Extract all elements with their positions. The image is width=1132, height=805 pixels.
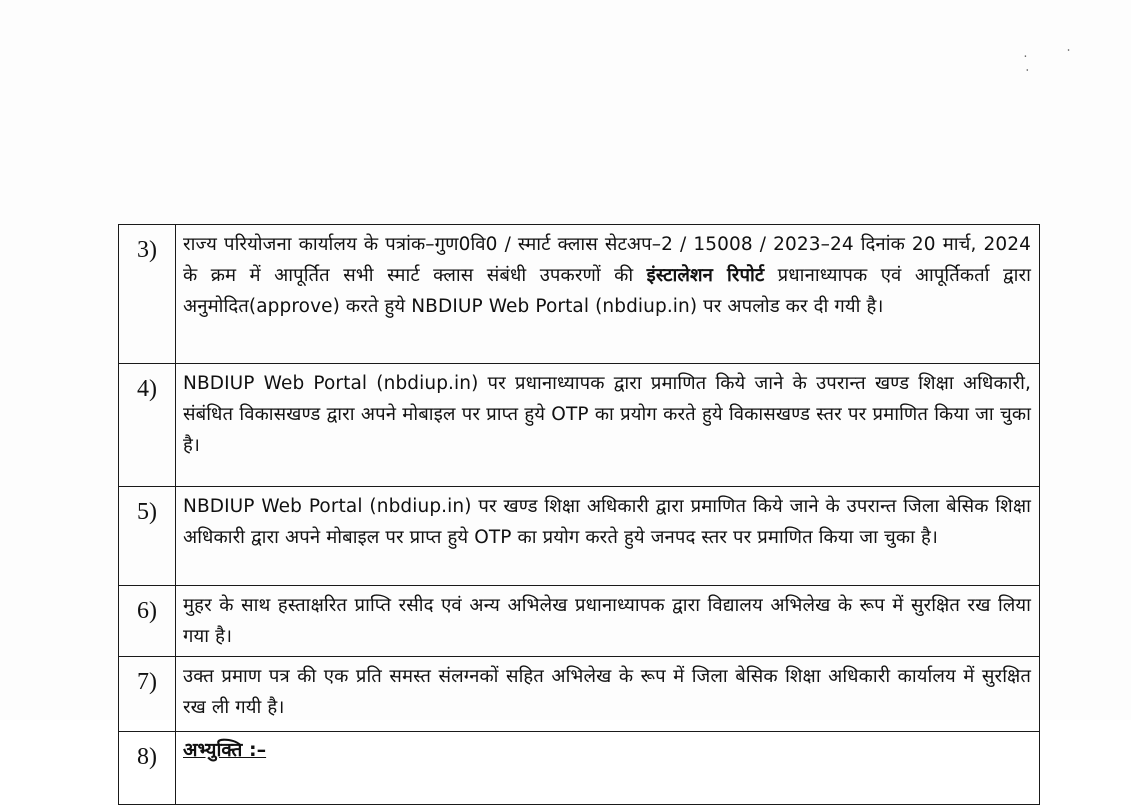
remarks-heading: अभ्युक्ति :–	[183, 739, 267, 761]
row-text-cell	[176, 732, 1040, 805]
table-row	[119, 586, 1040, 657]
row-number: 7)	[119, 657, 176, 732]
table-row	[119, 364, 1040, 487]
table-row	[119, 732, 1040, 805]
row-number: 3)	[119, 225, 176, 364]
installation-report-bold-text: इंस्टालेशन रिपोर्ट	[646, 265, 765, 286]
row-text-cell	[176, 225, 1040, 364]
row-text-cell	[176, 364, 1040, 487]
table-row	[119, 225, 1040, 364]
row-text-part: प्रधानाध्यापक एवं आपूर्तिकर्ता द्वारा अनुमोदित(approve) करते हुये NBDIUP Web Portal (nbdiup.in) पर अपलोड कर दी गयी है।	[183, 265, 1031, 317]
table-row	[119, 657, 1040, 732]
row-number: 6)	[119, 586, 176, 657]
row-text-cell	[176, 487, 1040, 586]
row-number: 8)	[119, 732, 176, 805]
row-paragraph	[183, 229, 1031, 322]
row-paragraph: NBDIUP Web Portal (nbdiup.in) पर खण्ड शिक्षा अधिकारी द्वारा प्रमाणित किये जाने के उपरान्त जिला बेसिक शिक्षा अधिकारी द्वारा अपने मोबाइल पर प्राप्त हुये OTP का प्रयोग करते हुये जनपद स्तर पर प्रमाणित किया जा चुका है।	[183, 496, 1031, 548]
row-text-part: राज्य परियोजना कार्यालय के पत्रांक–गुण0वि0 / स्मार्ट क्लास सेटअप–2 / 15008 / 2023–24 दिनांक 20 मार्च, 2024 के क्रम में आपूर्तित सभी स्मार्ट क्लास संबंधी उपकरणों की	[183, 234, 1031, 286]
row-paragraph: मुहर के साथ हस्ताक्षरित प्राप्ति रसीद एवं अन्य अभिलेख प्रधानाध्यापक द्वारा विद्यालय अभिलेख के रूप में सुरक्षित रख लिया गया है।	[183, 595, 1031, 647]
table-row	[119, 487, 1040, 586]
scan-specks: · · ·	[1022, 40, 1090, 78]
row-paragraph: उक्त प्रमाण पत्र की एक प्रति समस्त संलग्नकों सहित अभिलेख के रूप में जिला बेसिक शिक्षा अधिकारी कार्यालय में सुरक्षित रख ली गयी है।	[183, 666, 1031, 718]
row-paragraph: NBDIUP Web Portal (nbdiup.in) पर प्रधानाध्यापक द्वारा प्रमाणित किये जाने के उपरान्त खण्ड शिक्षा अधिकारी, संबंधित विकासखण्ड द्वारा अपने मोबाइल पर प्राप्त हुये OTP का प्रयोग करते हुये विकासखण्ड स्तर पर प्रमाणित किया जा चुका है।	[183, 373, 1031, 456]
row-number: 4)	[119, 364, 176, 487]
row-text-cell	[176, 586, 1040, 657]
row-text-cell	[176, 657, 1040, 732]
certificate-table	[118, 224, 1040, 805]
row-number: 5)	[119, 487, 176, 586]
